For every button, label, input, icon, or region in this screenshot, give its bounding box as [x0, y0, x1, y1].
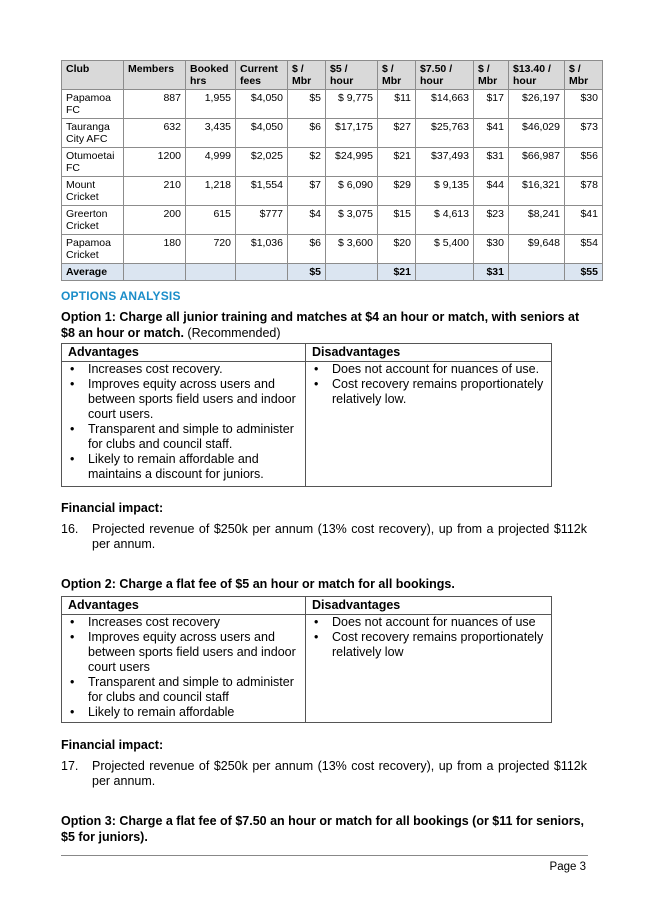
section-heading: OPTIONS ANALYSIS	[61, 289, 181, 303]
table-cell: $15	[378, 206, 416, 235]
table-row	[62, 206, 603, 235]
advantages-header: Advantages	[62, 344, 306, 362]
table-cell: $ 6,090	[326, 177, 378, 206]
list-item: • Likely to remain affordable	[68, 705, 299, 720]
column-header: $ / Mbr	[378, 61, 416, 90]
column-header: Booked hrs	[186, 61, 236, 90]
table-cell: $7	[288, 177, 326, 206]
table-cell: $41	[474, 119, 509, 148]
list-item: • Transparent and simple to administer for clubs and council staff.	[68, 422, 299, 452]
table-cell: $ 9,135	[416, 177, 474, 206]
column-header: Club	[62, 61, 124, 90]
option1-title-note: (Recommended)	[183, 326, 281, 340]
table-cell: $26,197	[509, 90, 565, 119]
disadvantages-list	[312, 615, 545, 660]
paragraph-16	[61, 522, 587, 552]
table-cell: $14,663	[416, 90, 474, 119]
average-cell	[124, 264, 186, 281]
table-cell: 632	[124, 119, 186, 148]
table-cell: 887	[124, 90, 186, 119]
table-cell: $46,029	[509, 119, 565, 148]
table-cell: $4,050	[236, 90, 288, 119]
table-cell: $8,241	[509, 206, 565, 235]
table-cell: $78	[565, 177, 603, 206]
table-cell: $56	[565, 148, 603, 177]
average-cell	[416, 264, 474, 281]
list-item: • Does not account for nuances of use	[312, 615, 545, 630]
list-item: • Cost recovery remains proportionately relatively low	[312, 630, 545, 660]
average-cell: $31	[474, 264, 509, 281]
option1-title-bold: Option 1: Charge all junior training and matches at $4 an hour or match, with seniors at $8 an hour or match.	[61, 310, 580, 340]
table-cell: $4	[288, 206, 326, 235]
option3-title-bold: Option 3: Charge a flat fee of $7.50 an hour or match for all bookings (or $11 for seniors, $5 for juniors).	[61, 814, 585, 844]
table-cell: 1,955	[186, 90, 236, 119]
average-cell: $21	[378, 264, 416, 281]
table-cell: 200	[124, 206, 186, 235]
column-header: $ / Mbr	[288, 61, 326, 90]
table-cell: $ 3,600	[326, 235, 378, 264]
table-cell: 3,435	[186, 119, 236, 148]
table-cell: $20	[378, 235, 416, 264]
option1-title	[61, 309, 591, 341]
disadvantages-header: Disadvantages	[306, 597, 552, 615]
option2-financial-title: Financial impact:	[61, 738, 164, 752]
table-cell: 180	[124, 235, 186, 264]
paragraph-number: 17.	[61, 759, 79, 773]
table-body	[62, 90, 603, 281]
table-cell: $54	[565, 235, 603, 264]
club-name-cell: Papamoa FC	[62, 90, 124, 119]
table-row	[62, 90, 603, 119]
average-cell: $5	[288, 264, 326, 281]
advantages-list	[68, 615, 299, 720]
table-cell: $44	[474, 177, 509, 206]
paragraph-text: Projected revenue of $250k per annum (13% cost recovery), up from a projected $112k per annum.	[92, 759, 587, 788]
table-cell: $ 9,775	[326, 90, 378, 119]
table-cell: $ 5,400	[416, 235, 474, 264]
table-cell: $4,050	[236, 119, 288, 148]
table-cell: $29	[378, 177, 416, 206]
table-cell: $6	[288, 235, 326, 264]
table-cell: $41	[565, 206, 603, 235]
list-item: • Cost recovery remains proportionately relatively low.	[312, 377, 545, 407]
average-row	[62, 264, 603, 281]
advantages-list	[68, 362, 299, 482]
table-row	[62, 235, 603, 264]
list-item: • Does not account for nuances of use.	[312, 362, 545, 377]
table-cell: $11	[378, 90, 416, 119]
table-cell: $23	[474, 206, 509, 235]
table-cell: $1,554	[236, 177, 288, 206]
paragraph-number: 16.	[61, 522, 79, 536]
table-cell: 720	[186, 235, 236, 264]
column-header: $ / Mbr	[565, 61, 603, 90]
list-item: • Transparent and simple to administer for clubs and council staff	[68, 675, 299, 705]
club-name-cell: Papamoa Cricket	[62, 235, 124, 264]
table-cell: $37,493	[416, 148, 474, 177]
average-cell	[326, 264, 378, 281]
table-cell: $73	[565, 119, 603, 148]
list-item: • Likely to remain affordable and maintains a discount for juniors.	[68, 452, 299, 482]
table-cell: $2	[288, 148, 326, 177]
table-cell: $30	[565, 90, 603, 119]
table-cell: $27	[378, 119, 416, 148]
club-name-cell: Greerton Cricket	[62, 206, 124, 235]
column-header: $7.50 / hour	[416, 61, 474, 90]
paragraph-17	[61, 759, 587, 789]
disadvantages-header: Disadvantages	[306, 344, 552, 362]
table-cell: $17,175	[326, 119, 378, 148]
column-header: Members	[124, 61, 186, 90]
club-name-cell: Tauranga City AFC	[62, 119, 124, 148]
average-cell	[509, 264, 565, 281]
table-cell: $66,987	[509, 148, 565, 177]
table-row	[62, 119, 603, 148]
club-name-cell: Otumoetai FC	[62, 148, 124, 177]
table-cell: $30	[474, 235, 509, 264]
average-cell	[236, 264, 288, 281]
advantages-header: Advantages	[62, 597, 306, 615]
table-cell: 1,218	[186, 177, 236, 206]
table-cell: 210	[124, 177, 186, 206]
table-cell: 1200	[124, 148, 186, 177]
list-item: • Improves equity across users and between sports field users and indoor court users	[68, 630, 299, 675]
column-header: $5 / hour	[326, 61, 378, 90]
footer-divider	[61, 855, 588, 856]
table-cell: $31	[474, 148, 509, 177]
table-cell: $25,763	[416, 119, 474, 148]
table-cell: $6	[288, 119, 326, 148]
table-cell: $17	[474, 90, 509, 119]
table-cell: 4,999	[186, 148, 236, 177]
table-row	[62, 148, 603, 177]
table-cell: $9,648	[509, 235, 565, 264]
table-cell: $1,036	[236, 235, 288, 264]
list-item: • Improves equity across users and between sports field users and indoor court users.	[68, 377, 299, 422]
option3-title	[61, 813, 591, 845]
table-cell: $2,025	[236, 148, 288, 177]
table-cell: $24,995	[326, 148, 378, 177]
option1-financial-title: Financial impact:	[61, 501, 164, 515]
table-row	[62, 177, 603, 206]
list-item: • Increases cost recovery.	[68, 362, 299, 377]
average-label: Average	[62, 264, 124, 281]
paragraph-text: Projected revenue of $250k per annum (13% cost recovery), up from a projected $112k per annum.	[92, 522, 587, 551]
table-cell: $5	[288, 90, 326, 119]
club-fees-table	[61, 60, 603, 281]
average-cell	[186, 264, 236, 281]
option2-pros-cons-table	[61, 596, 552, 723]
table-cell: 615	[186, 206, 236, 235]
list-item: • Increases cost recovery	[68, 615, 299, 630]
table-cell: $21	[378, 148, 416, 177]
table-cell: $777	[236, 206, 288, 235]
option2-title	[61, 576, 591, 592]
table-cell: $ 4,613	[416, 206, 474, 235]
column-header: Current fees	[236, 61, 288, 90]
disadvantages-list	[312, 362, 545, 407]
average-cell: $55	[565, 264, 603, 281]
page-number: Page 3	[549, 861, 586, 873]
table-header-row	[62, 61, 603, 90]
option1-pros-cons-table	[61, 343, 552, 487]
club-name-cell: Mount Cricket	[62, 177, 124, 206]
column-header: $13.40 / hour	[509, 61, 565, 90]
table-cell: $16,321	[509, 177, 565, 206]
option2-title-bold: Option 2: Charge a flat fee of $5 an hour or match for all bookings.	[61, 577, 455, 591]
column-header: $ / Mbr	[474, 61, 509, 90]
table-cell: $ 3,075	[326, 206, 378, 235]
